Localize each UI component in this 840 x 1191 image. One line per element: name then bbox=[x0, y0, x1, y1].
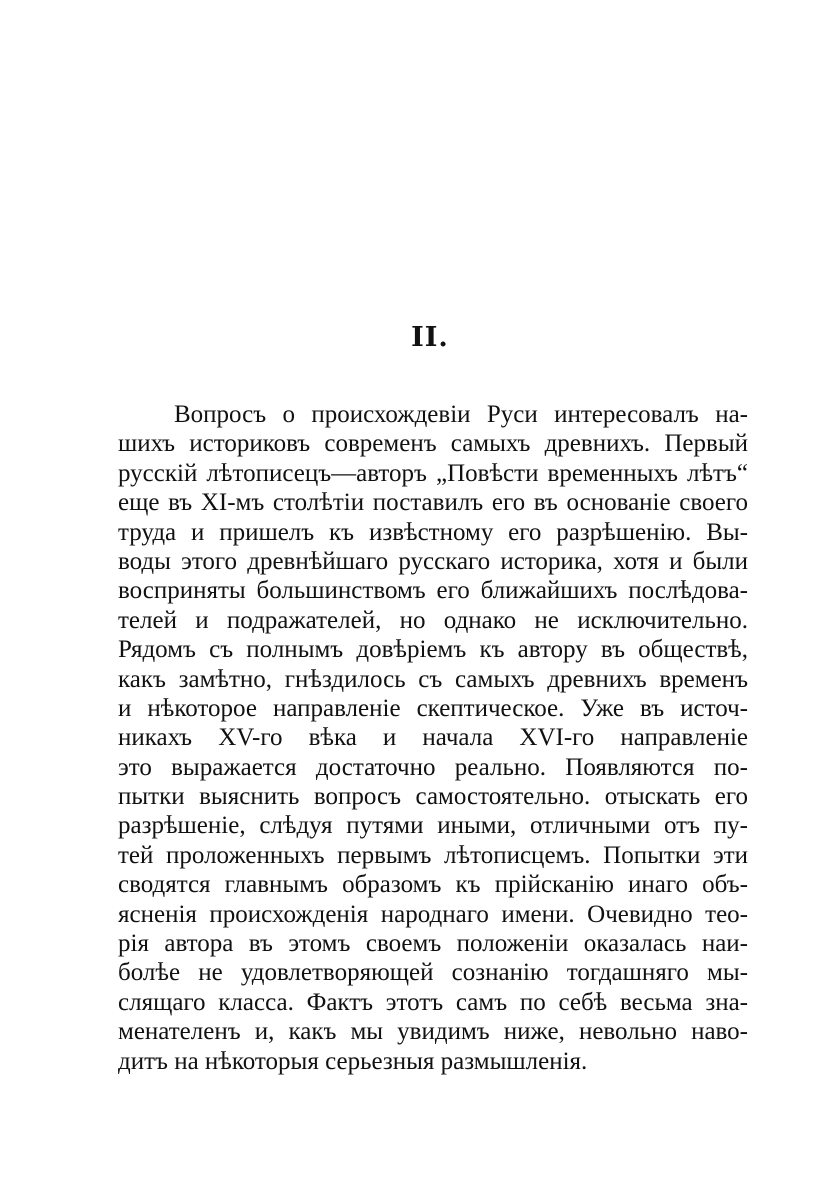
text-line: слящаго класса. Фактъ этотъ самъ по себѣ весьма зна- bbox=[118, 988, 748, 1016]
text-line: восприняты большинствомъ его ближайшихъ послѣдова- bbox=[118, 577, 748, 605]
text-line: сводятся главнымъ образомъ къ прійсканію инаго объ- bbox=[118, 871, 748, 899]
text-line: труда и пришелъ къ извѣстному его разрѣшенію. Вы- bbox=[118, 518, 748, 546]
text-line: рія автора въ этомъ своемъ положеніи оказалась наи- bbox=[118, 930, 748, 958]
text-line: дитъ на нѣкоторыя серьезныя размышленія. bbox=[118, 1047, 588, 1075]
text-line: еще въ XI-мъ столѣтіи поставилъ его въ основаніе своего bbox=[118, 489, 748, 517]
text-line: телей и подражателей, но однако не исключительно. bbox=[118, 606, 748, 634]
text-line: тей проложенныхъ первымъ лѣтописцемъ. Попытки эти bbox=[118, 841, 748, 869]
text-line: менателенъ и, какъ мы увидимъ ниже, невольно наво- bbox=[118, 1018, 748, 1046]
text-line: какъ замѣтно, гнѣздилось съ самыхъ древнихъ временъ bbox=[118, 665, 748, 693]
text-line: Вопросъ о происхождевіи Руси интересовалъ на- bbox=[174, 401, 748, 428]
text-line: болѣе не удовлетворяющей сознанію тогдашняго мы- bbox=[118, 959, 748, 987]
text-line: воды этого древнѣйшаго русскаго историка, хотя и были bbox=[118, 547, 748, 575]
paragraph bbox=[118, 400, 748, 1076]
text-line: русскій лѣтописецъ—авторъ „Повѣсти временныхъ лѣтъ“ bbox=[118, 459, 748, 487]
text-line: ясненія происхожденія народнаго имени. Очевидно тео- bbox=[118, 900, 748, 928]
text-line: шихъ историковъ современъ самыхъ древнихъ. Первый bbox=[118, 430, 748, 458]
text-line: Рядомъ съ полнымъ довѣріемъ къ автору въ обществѣ, bbox=[118, 636, 748, 664]
text-line: это выражается достаточно реально. Появляются по- bbox=[118, 753, 748, 781]
text-line: и нѣкоторое направленіе скептическое. Уже въ источ- bbox=[118, 694, 748, 722]
text-line: разрѣшеніе, слѣдуя путями иными, отличными отъ пу- bbox=[118, 812, 748, 840]
text-line: пытки выяснить вопросъ самостоятельно. отыскать его bbox=[118, 783, 748, 811]
text-line: никахъ XV-го вѣка и начала XVI-го направленіе bbox=[118, 724, 748, 752]
chapter-heading: II. bbox=[411, 322, 449, 353]
